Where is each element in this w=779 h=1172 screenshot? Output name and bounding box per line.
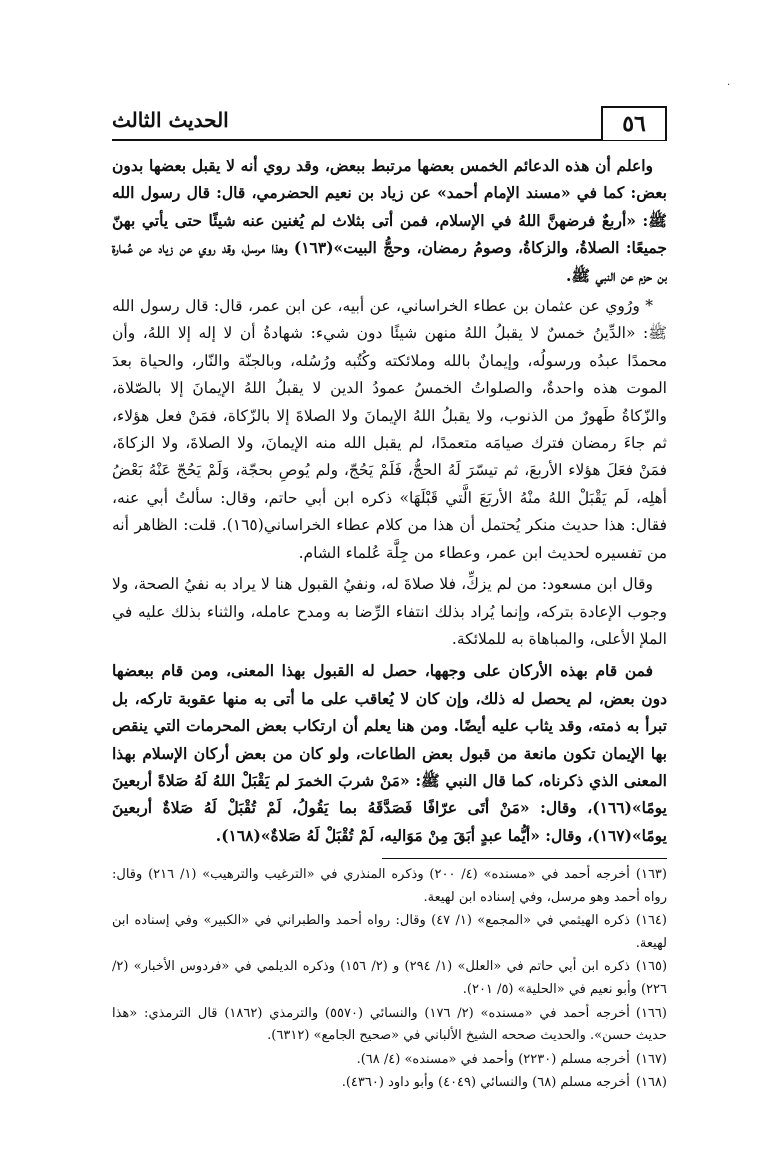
footnote-text: ذكره ابن أبي حاتم في «العلل» (١/ ٢٩٤) و (٢/ ١٥٦) وذكره الديلمي في «فردوس الأخبار» (٢/ ٢٢٦) وأبو نعيم في «الحلية» (٥/ ٢٠١). bbox=[112, 959, 667, 997]
footnote bbox=[112, 1003, 667, 1048]
footnote-text: ذكره الهيثمي في «المجمع» (١/ ٤٧) وقال: رواه أحمد والطبراني في «الكبير» وفي إسناده ابن لهيعة. bbox=[112, 913, 667, 951]
footnote-number: (١٦٨) bbox=[635, 1075, 667, 1091]
footnote-text: أخرجه مسلم (٢٢٣٠) وأحمد في «مسنده» (٤/ ٦٨). bbox=[356, 1051, 630, 1067]
footnote bbox=[112, 1049, 667, 1072]
footnote-number: (١٦٣) bbox=[635, 867, 667, 882]
main-text bbox=[112, 152, 667, 849]
paragraph-2: * ورُوي عن عثمان بن عطاء الخراساني، عن أبيه، عن ابن عمر، قال: قال رسول الله ﷺ: «الدِّينُ خمسٌ لا يقبلُ اللهُ منهن شيئًا دون شيء: شهادةُ أن لا إله إلا اللهُ، وأن محمدًا عبدُه ورسولُه، وإيمانٌ بالله وملائكته وكُتُبه ورُسُله، وبالجنّة والنّار، والحياة بعدَ الموت هذه واحدةٌ، والصلواتُ الخمسُ عمودُ الدين لا يقبلُ اللهُ الإيمانَ إلا بالصّلاة، والزّكاةُ طَهورٌ من الذنوب، ولا يقبلُ اللهُ الإيمانَ ولا الصلاةَ إلا بالزّكاة، فمَنْ فعل هؤلاء، ثم جاءَ رمضان فترك صيامَه متعمدًا، لم يقبل الله منه الإيمانَ، ولا الصلاةَ، ولا الزكاةَ، فمَنْ فعَلَ هؤلاء الأربعَ، ثم تيسّرَ لَهُ الحجُّ، فَلَمْ يَحُجّ، ولم يُوصِ بحجّة، وَلَمْ يَحُجّ عَنْهُ بَعْضُ أهلِه، لَم يَقْبَلْ اللهُ منْهُ الأربَعَ الَّتي قَبْلَهَا» ذكره ابن أبي حاتم، وقال: سألتُ أبي عنه، فقال: هذا حديث منكر يُحتمل أن هذا من كلام عطاء الخراساني(١٦٥). قلت: الظاهر أنه من تفسيره لحديث ابن عمر، وعطاء من جِلَّة عُلماء الشام. bbox=[112, 297, 667, 562]
footnote-number: (١٦٧) bbox=[635, 1051, 667, 1067]
footnote bbox=[112, 910, 667, 955]
footnote bbox=[112, 864, 667, 909]
paragraph-4: فمن قام بهذه الأركان على وجهها، حصل له القبول بهذا المعنى، ومن قام ببعضها دون بعض، لم يحصل له ذلك، وإن كان لا يُعاقب على ما أتى به منها عقوبة تاركه، بل تبرأ به ذمته، وقد يثاب عليه أيضًا. ومن هنا يعلم أن ارتكاب بعض المحرمات التي ينقص بها الإيمان تكون مانعة من قبول بعض الطاعات، ولو كان من بعض أركان الإسلام بهذا المعنى الذي ذكرناه، كما قال النبي ﷺ: «مَنْ شربَ الخمرَ لم يَقْبَلْ اللهُ لَهُ صَلاةً أربعينَ يومًا»(١٦٦)، وقال: «مَنْ أتَى عرّافًا فَصَدَّقَهُ بما يَقُولُ، لَمْ تُقْبَلْ لَهُ صَلاةٌ أربعينَ يومًا»(١٦٧)، وقال: «أيُّما عبدٍ أبَقَ مِنْ مَوَاليه، لَمْ تُقْبَلْ لَهُ صَلاةٌ»(١٦٨). bbox=[112, 661, 667, 845]
footnote-text: أخرجه مسلم (٦٨) والنسائي (٤٠٤٩) وأبو داود (٤٣٦٠). bbox=[341, 1075, 630, 1091]
page-header bbox=[112, 100, 667, 146]
footnote bbox=[112, 1072, 667, 1095]
scan-mark: · bbox=[727, 80, 731, 91]
footnote-text: أخرجه أحمد في «مسنده» (٢/ ١٧٦) والنسائي (٥٥٧٠) والترمذي (١٨٦٢) قال الترمذي: «هذا حديث حسن». والحديث صححه الشيخ الألباني في «صحيح الجامع» (٦٣١٢). bbox=[112, 1005, 667, 1044]
footnote-text: أخرجه أحمد في «مسنده» (٤/ ٢٠٠) وذكره المنذري في «الترغيب والترهيب» (١/ ٢١٦) وقال: رواه أحمد وهو مرسل، وفي إسناده ابن لهيعة. bbox=[112, 867, 667, 905]
paragraph-3: وقال ابن مسعود: من لم يزكِّ، فلا صلاةَ له، ونفيُ القبول هنا لا يراد به نفيُ الصحة، ولا وجوب الإعادة بتركه، وإنما يُراد بذلك انتفاء الرِّضا به ومدح عامله، والثناء بذلك عليه في الملإ الأعلى، والمباهاة به للملائكة. bbox=[112, 575, 667, 648]
footnotes bbox=[112, 864, 667, 1096]
page-number: ٥٦ bbox=[601, 106, 667, 140]
footnote-number: (١٦٤) bbox=[635, 913, 667, 929]
footnote bbox=[112, 956, 667, 1001]
paragraph-1: واعلم أن هذه الدعائم الخمس بعضها مرتبط ببعض، وقد روي أنه لا يقبل بعضها بدون بعض: كما في «مسند الإمام أحمد» عن زياد بن نعيم الحضرمي، قال: قال رسول الله ﷺ: «أربعٌ فرضهنَّ اللهُ في الإسلام، فمن أتى بثلاث لم يُغنين عنه شيئًا حتى يأتي بهنّ جميعًا: الصلاةُ، والزكاةُ، وصومُ رمضان، وحجُّ البيت»(١٦٣) وهذا مرسل، وقد روي عن زياد عن عُمارة بن حزم عن النبي ﷺ. bbox=[112, 156, 667, 285]
footnote-number: (١٦٦) bbox=[635, 1005, 667, 1021]
footnote-number: (١٦٥) bbox=[635, 959, 668, 975]
header-rule bbox=[112, 139, 667, 141]
footnote-separator bbox=[382, 858, 667, 859]
running-title: الحديث الثالث bbox=[112, 108, 229, 132]
